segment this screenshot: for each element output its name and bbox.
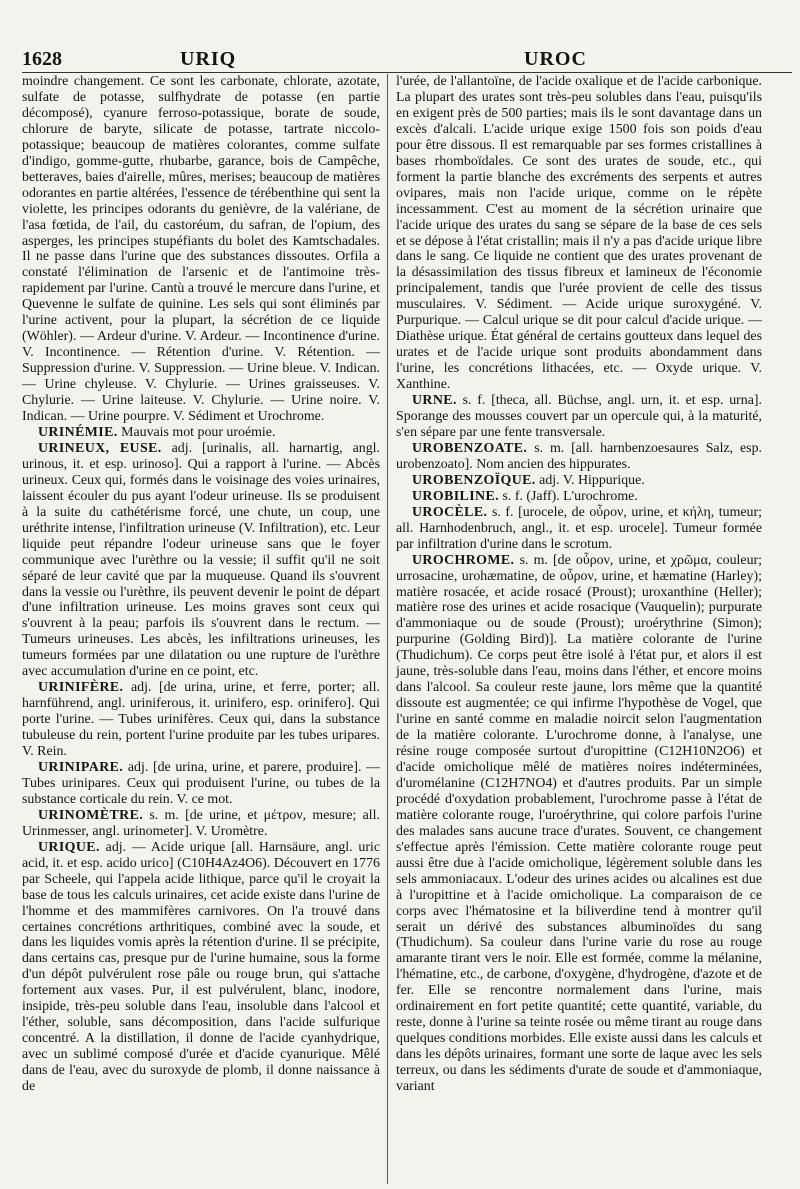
entry-urinipare: URINIPARE. adj. [de urina, urine, et parere, produire]. — Tubes urinipares. Ceux qui produisent l'urine, ou tubes de la substance corticale du rein. V. ce mot. [22, 759, 380, 807]
header-rule [22, 72, 792, 73]
right-running-head: UROC [524, 48, 587, 70]
right-column [396, 74, 762, 1184]
page-number: 1628 [22, 48, 62, 70]
headword: UROCÈLE. [412, 504, 488, 520]
page-header [22, 44, 792, 72]
headword: URINOMÈTRE. [38, 807, 144, 823]
entry-urobenzoique: UROBENZOÏQUE. adj. V. Hippurique. [412, 472, 645, 488]
entry-urne: URNE. s. f. [theca, all. Büchse, angl. urn, it. et esp. urna]. Sporange des mousses couvert par un opercule qui, à la maturité, s'en sépare par une fente transversale. [396, 393, 762, 440]
headword: UROBILINE. [412, 488, 499, 504]
text-columns [22, 74, 792, 1184]
headword: UROCHROME. [412, 552, 515, 568]
headword: UROBENZOATE. [412, 440, 528, 456]
headword: URINÉMIE. [38, 424, 118, 440]
entry-continuation: moindre changement. Ce sont les carbonate, chlorate, azotate, sulfate de potasse, sulfhydrate de potasse (en partie décomposé), cyanure ferroso-potassique, borate de soude, chlorure de baryte, silicate de potasse, tartrate niccolo-potassique; beaucoup de matières colorantes, comme sulfate d'indigo, gomme-gutte, rhubarbe, garance, bois de Campêche, betteraves, baies d'airelle, mûres, merises; beaucoup de matières odorantes en partie altérées, l'essence de térébenthine qui sent la violette, les principes odorants du genièvre, de la valériane, de l'asa fœtida, de l'ail, du castoréum, du safran, de l'opium, des asperges, les principes stupéfiants du bolet des Kamtschadales. Il ne passe dans l'urine que des substances dissoutes. Orfila a constaté l'élimination de l'arsenic et de l'antimoine très-rapidement par l'urine. Cantù a trouvé le mercure dans l'urine, et Quevenne le sulfate de quinine. Les sels qui sont éliminés par l'urine activent, pour la plupart, la sécrétion de ce liquide (Wöhler). — Ardeur d'urine. V. Ardeur. — Incontinence d'urine. V. Incontinence. — Rétention d'urine. V. Rétention. — Suppression d'urine. V. Suppression. — Urine bleue. V. Indican. — Urine chyleuse. V. Chylurie. — Urines graisseuses. V. Chylurie. — Urine laiteuse. V. Chylurie. — Urine noire. V. Indican. — Urine pourpre. V. Sédiment et Urochrome. [22, 74, 380, 425]
entry-urineux: URINEUX, EUSE. adj. [urinalis, all. harnartig, angl. urinous, it. et esp. urinoso]. Qui a rapport à l'urine. — Abcès urineux. Ceux qui, formés dans le voisinage des voies urinaires, laissent écouler du pus ayant l'odeur urineuse. Ils se produisent à la suite du cathétérisme forcé, une chute, un coup, une uréthrite intense, l'infiltration urineuse (V. Infiltration), etc. Leur liquide peut répandre l'odeur urineuse sans que le foyer communique avec l'urèthre ou la vessie; il suffit qu'il ne soit séparé de leur cavité que par la muqueuse. Quand ils s'ouvrent dans la vessie ou l'urèthre, ils peuvent devenir le point de départ d'une infiltration urineuse. Les moins graves sont ceux qui s'ouvrent à la peau; parfois ils s'ouvrent dans le rectum. — Tumeurs urineuses. Les abcès, les infiltrations urineuses, les tumeurs formées par une dilatation ou une rupture de l'urèthre avec accumulation d'urine en ce point, etc. [22, 440, 380, 680]
headword: URINIFÈRE. [38, 680, 124, 696]
headword: URIQUE. [38, 839, 100, 855]
left-column [22, 74, 380, 1184]
headword: URNE. [412, 393, 457, 409]
column-divider [387, 74, 388, 1184]
entry-urochrome: UROCHROME. s. m. [de οὖρον, urine, et χρῶμα, couleur; urrosacine, urohæmatine, de οὖρον, urine, et hæmatine (Harley); matière rosacée, et acide rosacé (Proust); uroxanthine (Heller); matière rose des urines et acide rosacique (Vauquelin); purpurate d'ammoniaque ou de soude (Proust); uroérythrine (Simon); purpurine (Golding Bird)]. La matière colorante de l'urine (Thudichum). Ce corps peut être isolé à l'état pur, et alors il est jaune, très-soluble dans l'eau, moins dans l'éther, et encore moins dans l'alcool. Sa couleur reste jaune, lors même que la quantité dissoute est augmentée; ce qui infirme l'hypothèse de Vogel, que l'urine en santé comme en maladie noircit selon l'augmentation de la matière colorante. L'urochrome donne, à l'analyse, une résine rouge composée surtout d'uropittine (C12H10N2O6) et d'acide omicholique mêlé de matières noires indéterminées, d'uromélanine (C12H7NO4) et d'autres produits. Par un simple procédé d'oxydation probablement, l'urochrome passe à l'état de matière colorante rouge, l'uroérythrine, qui colore parfois l'urine des malades sans aucune trace d'urates. Souvent, ce changement s'effectue après l'émission. Cette matière colorante rouge peut aussi être due à l'acide omicholique, légèrement soluble dans les sels ammoniacaux. L'odeur des urines acides ou alcalines est due à l'uropittine et à l'acide omicholique. La comparaison de ce corps avec l'hématosine et la biliverdine tend à montrer qu'il serait un dérivé des substances albuminoïdes du sang (Thudichum). Sa couleur dans l'urine varie du rose au rouge amarante tirant vers le noir. Elle est formée, comme la mélanine, l'hématine, etc., de carbone, d'oxygène, d'hydrogène, d'azote et de fer. Elle se rencontre normalement dans l'urine, mais ordinairement en fort petite quantité; cette quantité, variable, du reste, donne à l'urine sa teinte rosée ou même tirant au rouge dans quelques conditions morbides. Elle existe aussi dans les calculs et dans les dépôts urinaires, formant une sorte de laque avec les sels terreux, ou dans les sédiments d'urate de soude et d'ammoniaque, variant [396, 552, 763, 1095]
headword: URINEUX, EUSE. [38, 440, 162, 456]
headword: UROBENZOÏQUE. [412, 472, 536, 488]
entry-urobenzoate: UROBENZOATE. s. m. [all. harnbenzoesaures Salz, esp. urobenzoato]. Nom ancien des hippurates. [396, 440, 762, 472]
entry-urocele: UROCÈLE. s. f. [urocele, de οὖρον, urine, et κήλη, tumeur; all. Harnhodenbruch, angl., it. et esp. urocele]. Tumeur formée par infiltration d'urine dans le scrotum. [396, 504, 762, 552]
left-running-head: URIQ [180, 48, 237, 70]
entry-urinometre: URINOMÈTRE. s. m. [de urine, et μέτρον, mesure; all. Urinmesser, angl. urinometer]. V. Uromètre. [22, 807, 380, 839]
entry-urinifere: URINIFÈRE. adj. [de urina, urine, et ferre, porter; all. harnführend, angl. uriniferous, it. urinifero, esp. orinifero]. Qui porte l'urine. — Tubes urinifères. Ceux qui, dans la substance tubuleuse du rein, portent l'urine produite par les tubes uripares. V. Rein. [22, 680, 380, 760]
entry-continuation: l'urée, de l'allantoïne, de l'acide oxalique et de l'acide carbonique. La plupart des urates sont très-peu solubles dans l'eau, puisqu'ils en exigent près de 500 parties; mais ils le sont davantage dans un excès d'alcali. L'acide urique exige 1500 fois son poids d'eau pour être dissous. Il est remarquable par ses formes cristallines à bases rhomboïdales. Ce sont des urates de soude, etc., qui forment la partie blanche des excréments des serpents et autres ovipares, mais non l'acide urique, comme on le répète incessamment. C'est au moment de la sécrétion urinaire que l'acide urique des urates du sang se sépare de la base de ces sels et se dépose à l'état cristallin; mais il n'y a pas d'acide urique libre dans le sang. Ce liquide ne contient que des urates provenant de la désassimilation des tissus fibreux et lamineux de l'économie principalement, tandis que l'urée provient de celle des tissus musculaires. V. Sédiment. — Acide urique suroxygéné. V. Purpurique. — Calcul urique se dit pour calcul d'acide urique. — Diathèse urique. État général de certains goutteux dans lequel des urates et de l'acide urique sont produits abondamment dans l'urine, les concrétions lithacées, etc. — Oxyde urique. V. Xanthine. [396, 74, 762, 393]
dictionary-page [22, 44, 792, 1184]
entry-urinemie: URINÉMIE. Mauvais mot pour uroémie. [38, 424, 276, 440]
entry-urique: URIQUE. adj. — Acide urique [all. Harnsäure, angl. uric acid, it. et esp. acido urico] (C10H4Az4O6). Découvert en 1776 par Scheele, qui l'appela acide lithique, parce qu'il le croyait la base de tous les calculs urinaires, cet acide existe dans l'urine de l'homme et des mammifères carnivores. On l'a trouvé dans certaines concrétions arthritiques, combiné avec la soude, et dans les liquides vomis après la rétention d'urine. Il se précipite, dans certains cas, presque pur de l'urine humaine, sous la forme d'un dépôt pulvérulent rose pâle ou rouge brun, qui s'attache fortement aux vases. Pur, il est pulvérulent, blanc, inodore, insipide, très-peu soluble dans l'eau, insoluble dans l'alcool et l'éther, soluble, sans décomposition, dans l'acide sulfurique concentré. A la distillation, il donne de l'acide cyanhydrique, avec un sublimé composé d'urée et d'acide cyanurique. Mêlé dans de l'eau, avec du suroxyde de plomb, il donne naissance à de [22, 839, 380, 1095]
headword: URINIPARE. [38, 759, 124, 775]
entry-urobiline: UROBILINE. s. f. (Jaff). L'urochrome. [412, 488, 638, 504]
